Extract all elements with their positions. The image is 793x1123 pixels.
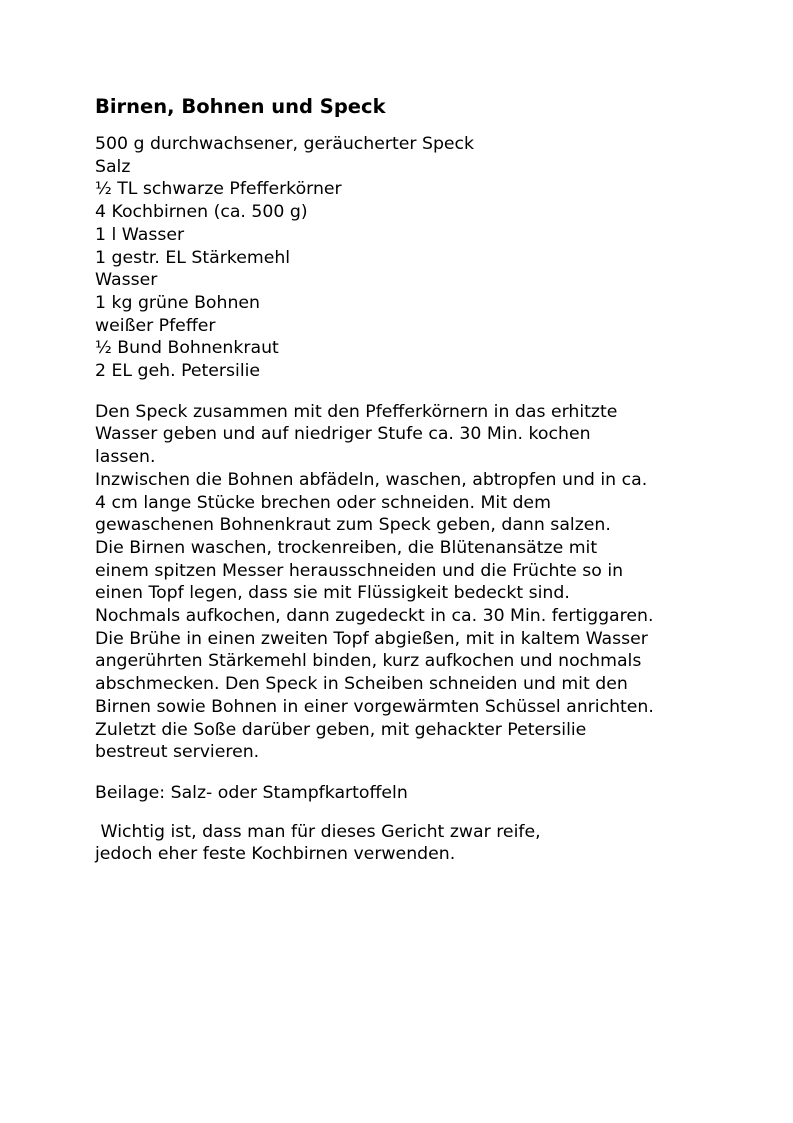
instruction-line: lassen. [95, 447, 156, 468]
instruction-line: einem spitzen Messer herausschneiden und die Früchte so in [95, 560, 624, 581]
instruction-line: Die Brühe in einen zweiten Topf abgießen, mit in kaltem Wasser [95, 628, 648, 649]
side-dish-text: Beilage: Salz- oder Stampfkartoffeln [95, 782, 408, 803]
instruction-line: abschmecken. Den Speck in Scheiben schneiden und mit den [95, 674, 628, 695]
instruction-line: 4 cm lange Stücke brechen oder schneiden. Mit dem [95, 492, 551, 513]
ingredient-item: 2 EL geh. Petersilie [95, 361, 261, 382]
instruction-line: bestreut servieren. [95, 742, 260, 763]
instruction-line: Inzwischen die Bohnen abfädeln, waschen, abtropfen und in ca. [95, 469, 648, 490]
ingredient-item: ½ TL schwarze Pfefferkörner [95, 179, 342, 200]
ingredient-item: 1 gestr. EL Stärkemehl [95, 247, 291, 268]
instruction-line: Zuletzt die Soße darüber geben, mit gehackter Petersilie [95, 719, 587, 740]
instruction-line: Wasser geben und auf niedriger Stufe ca. 30 Min. kochen [95, 424, 591, 445]
instructions-paragraph [95, 401, 755, 764]
ingredient-item: weißer Pfeffer [95, 315, 216, 336]
instruction-line: Birnen sowie Bohnen in einer vorgewärmten Schüssel anrichten. [95, 696, 654, 717]
recipe-page [95, 93, 755, 866]
instruction-line: Nochmals aufkochen, dann zugedeckt in ca. 30 Min. fertiggaren. [95, 606, 654, 627]
instruction-line: angerührten Stärkemehl binden, kurz aufkochen und nochmals [95, 651, 642, 672]
instruction-line: einen Topf legen, dass sie mit Flüssigkeit bedeckt sind. [95, 583, 570, 604]
recipe-title: Birnen, Bohnen und Speck [95, 95, 386, 118]
note-paragraph [95, 821, 755, 866]
ingredient-item: 4 Kochbirnen (ca. 500 g) [95, 202, 308, 223]
note-line: Wichtig ist, dass man für dieses Gericht zwar reife, [95, 821, 541, 842]
ingredient-item: Wasser [95, 270, 158, 291]
note-line: jedoch eher feste Kochbirnen verwenden. [95, 844, 456, 865]
ingredient-item: Salz [95, 156, 131, 177]
ingredient-item: 1 l Wasser [95, 224, 185, 245]
instruction-line: Den Speck zusammen mit den Pfefferkörnern in das erhitzte [95, 401, 618, 422]
instruction-line: Die Birnen waschen, trockenreiben, die Blütenansätze mit [95, 537, 598, 558]
ingredient-item: 500 g durchwachsener, geräucherter Speck [95, 134, 475, 154]
ingredient-list [95, 133, 755, 383]
instruction-line: gewaschenen Bohnenkraut zum Speck geben, dann salzen. [95, 515, 611, 536]
ingredient-item: 1 kg grüne Bohnen [95, 292, 260, 313]
ingredient-item: ½ Bund Bohnenkraut [95, 338, 279, 359]
